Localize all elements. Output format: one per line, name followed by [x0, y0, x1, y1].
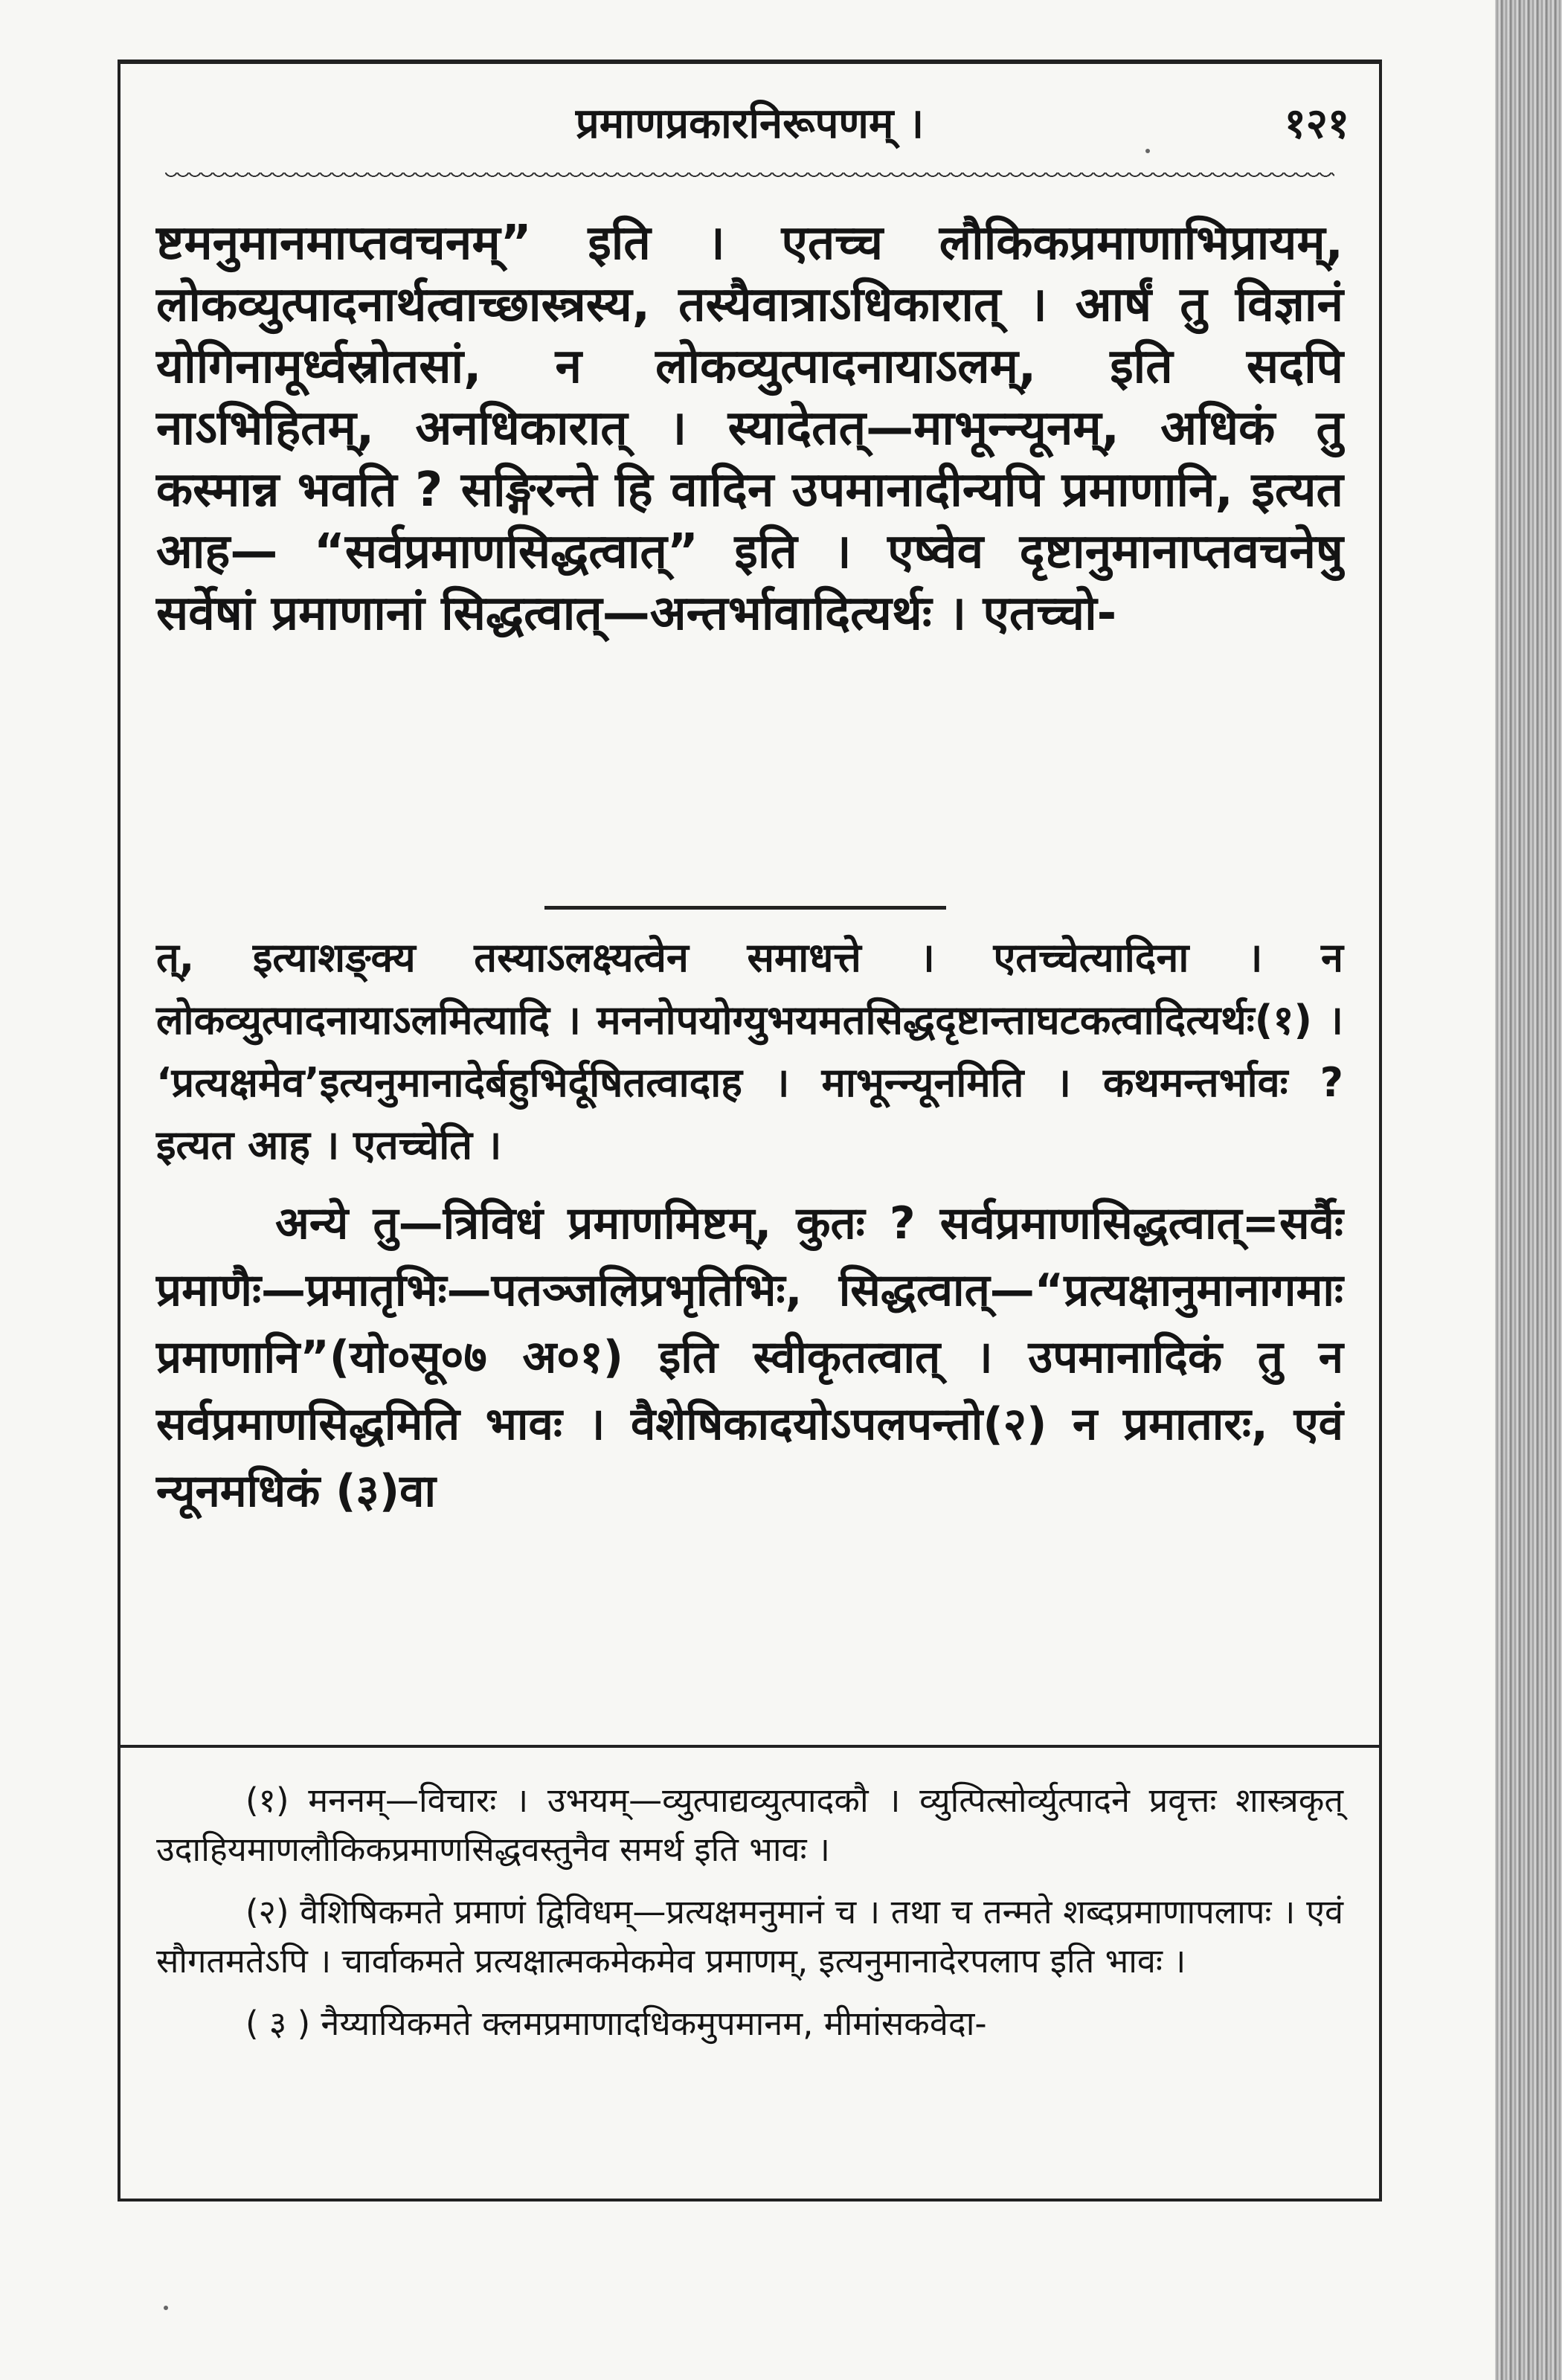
print-speck	[164, 2306, 168, 2310]
commentary-paragraph: अन्ये तु—त्रिविधं प्रमाणमिष्टम्, कुतः ? सर्वप्रमाणसिद्धत्वात्=सर्वैः प्रमाणैः—प्रमातृभिः—पतञ्जलिप्रभृतिभिः, सिद्धत्वात्—“प्रत्यक्षानुमानागमाः प्रमाणानि”(यो०सू०७ अ०१) इति स्वीकृतत्वात् । उपमानादिकं तु न सर्वप्रमाणसिद्धमिति भावः । वैशेषिकादयोऽपलपन्तो(२) न प्रमातारः, एवं न्यूनमधिकं (३)वा	[156, 1197, 1343, 1517]
page-number: १२१	[1284, 100, 1349, 148]
section-divider	[544, 906, 946, 910]
print-speck	[1145, 149, 1150, 153]
footnote-rule	[120, 1745, 1379, 1748]
page-title: प्रमाणप्रकारनिरूपणम् ।	[575, 100, 925, 148]
commentary-block	[156, 927, 1343, 1525]
footnote: (१) मननम्—विचारः । उभयम्—व्युत्पाद्यव्युत्पादकौ । व्युत्पित्सोर्व्युत्पादने प्रवृत्तः शास्त्रकृत् उदाहियमाणलौकिकप्रमाणसिद्धवस्तुनैव समर्थ इति भावः ।	[156, 1781, 1343, 1869]
footnotes-block	[156, 1776, 1343, 2062]
page-frame	[118, 60, 1382, 2202]
commentary-paragraph: त्, इत्याशङ्क्य तस्याऽलक्ष्यत्वेन समाधत्ते । एतच्चेत्यादिना । न लोकव्युत्पादनायाऽलमित्यादि । मननोपयोग्युभयमतसिद्धदृष्टान्ताघटकत्वादित्यर्थः(१) । ‘प्रत्यक्षमेव’इत्यनुमानादेर्बहुभिर्दूषितत्वादाह । माभून्न्यूनमिति । कथमन्तर्भावः ? इत्यत आह । एतच्चेति ।	[156, 934, 1343, 1168]
main-text-block: ष्टमनुमानमाप्तवचनम्” इति । एतच्च लौकिकप्रमाणाभिप्रायम्, लोकव्युत्पादनार्थत्वाच्छास्त्रस्य, तस्यैवात्राऽधिकारात् । आर्षं तु विज्ञानं योगिनामूर्ध्वस्रोतसां, न लोकव्युत्पादनायाऽलम्, इति सदपि नाऽभिहितम्, अनधिकारात् । स्यादेतत्—माभून्न्यूनम्, अधिकं तु कस्मान्न भवति ? सङ्गिरन्ते हि वादिन उपमानादीन्यपि प्रमाणानि, इत्यत आह— “सर्वप्रमाणसिद्धत्वात्” इति । एष्वेव दृष्टानुमानाप्तवचनेषु सर्वेषां प्रमाणानां सिद्धत्वात्—अन्तर्भावादित्यर्थः । एतच्चो-	[156, 216, 1343, 641]
header-wavy-rule	[165, 173, 1334, 183]
footnote: ( ३ ) नैय्यायिकमते क्लमप्रमाणादधिकमुपमानम, मीमांसकवेदा-	[245, 2004, 987, 2043]
footnote: (२) वैशिषिकमते प्रमाणं द्विविधम्—प्रत्यक्षमनुमानं च । तथा च तन्मते शब्दप्रमाणापलापः । एवं सौगतमतेऽपि । चार्वाकमते प्रत्यक्षात्मकमेकमेव प्रमाणम्, इत्यनुमानादेरपलाप इति भावः ।	[156, 1892, 1343, 1981]
running-header	[120, 94, 1379, 161]
book-gutter-edge	[1495, 0, 1562, 2380]
